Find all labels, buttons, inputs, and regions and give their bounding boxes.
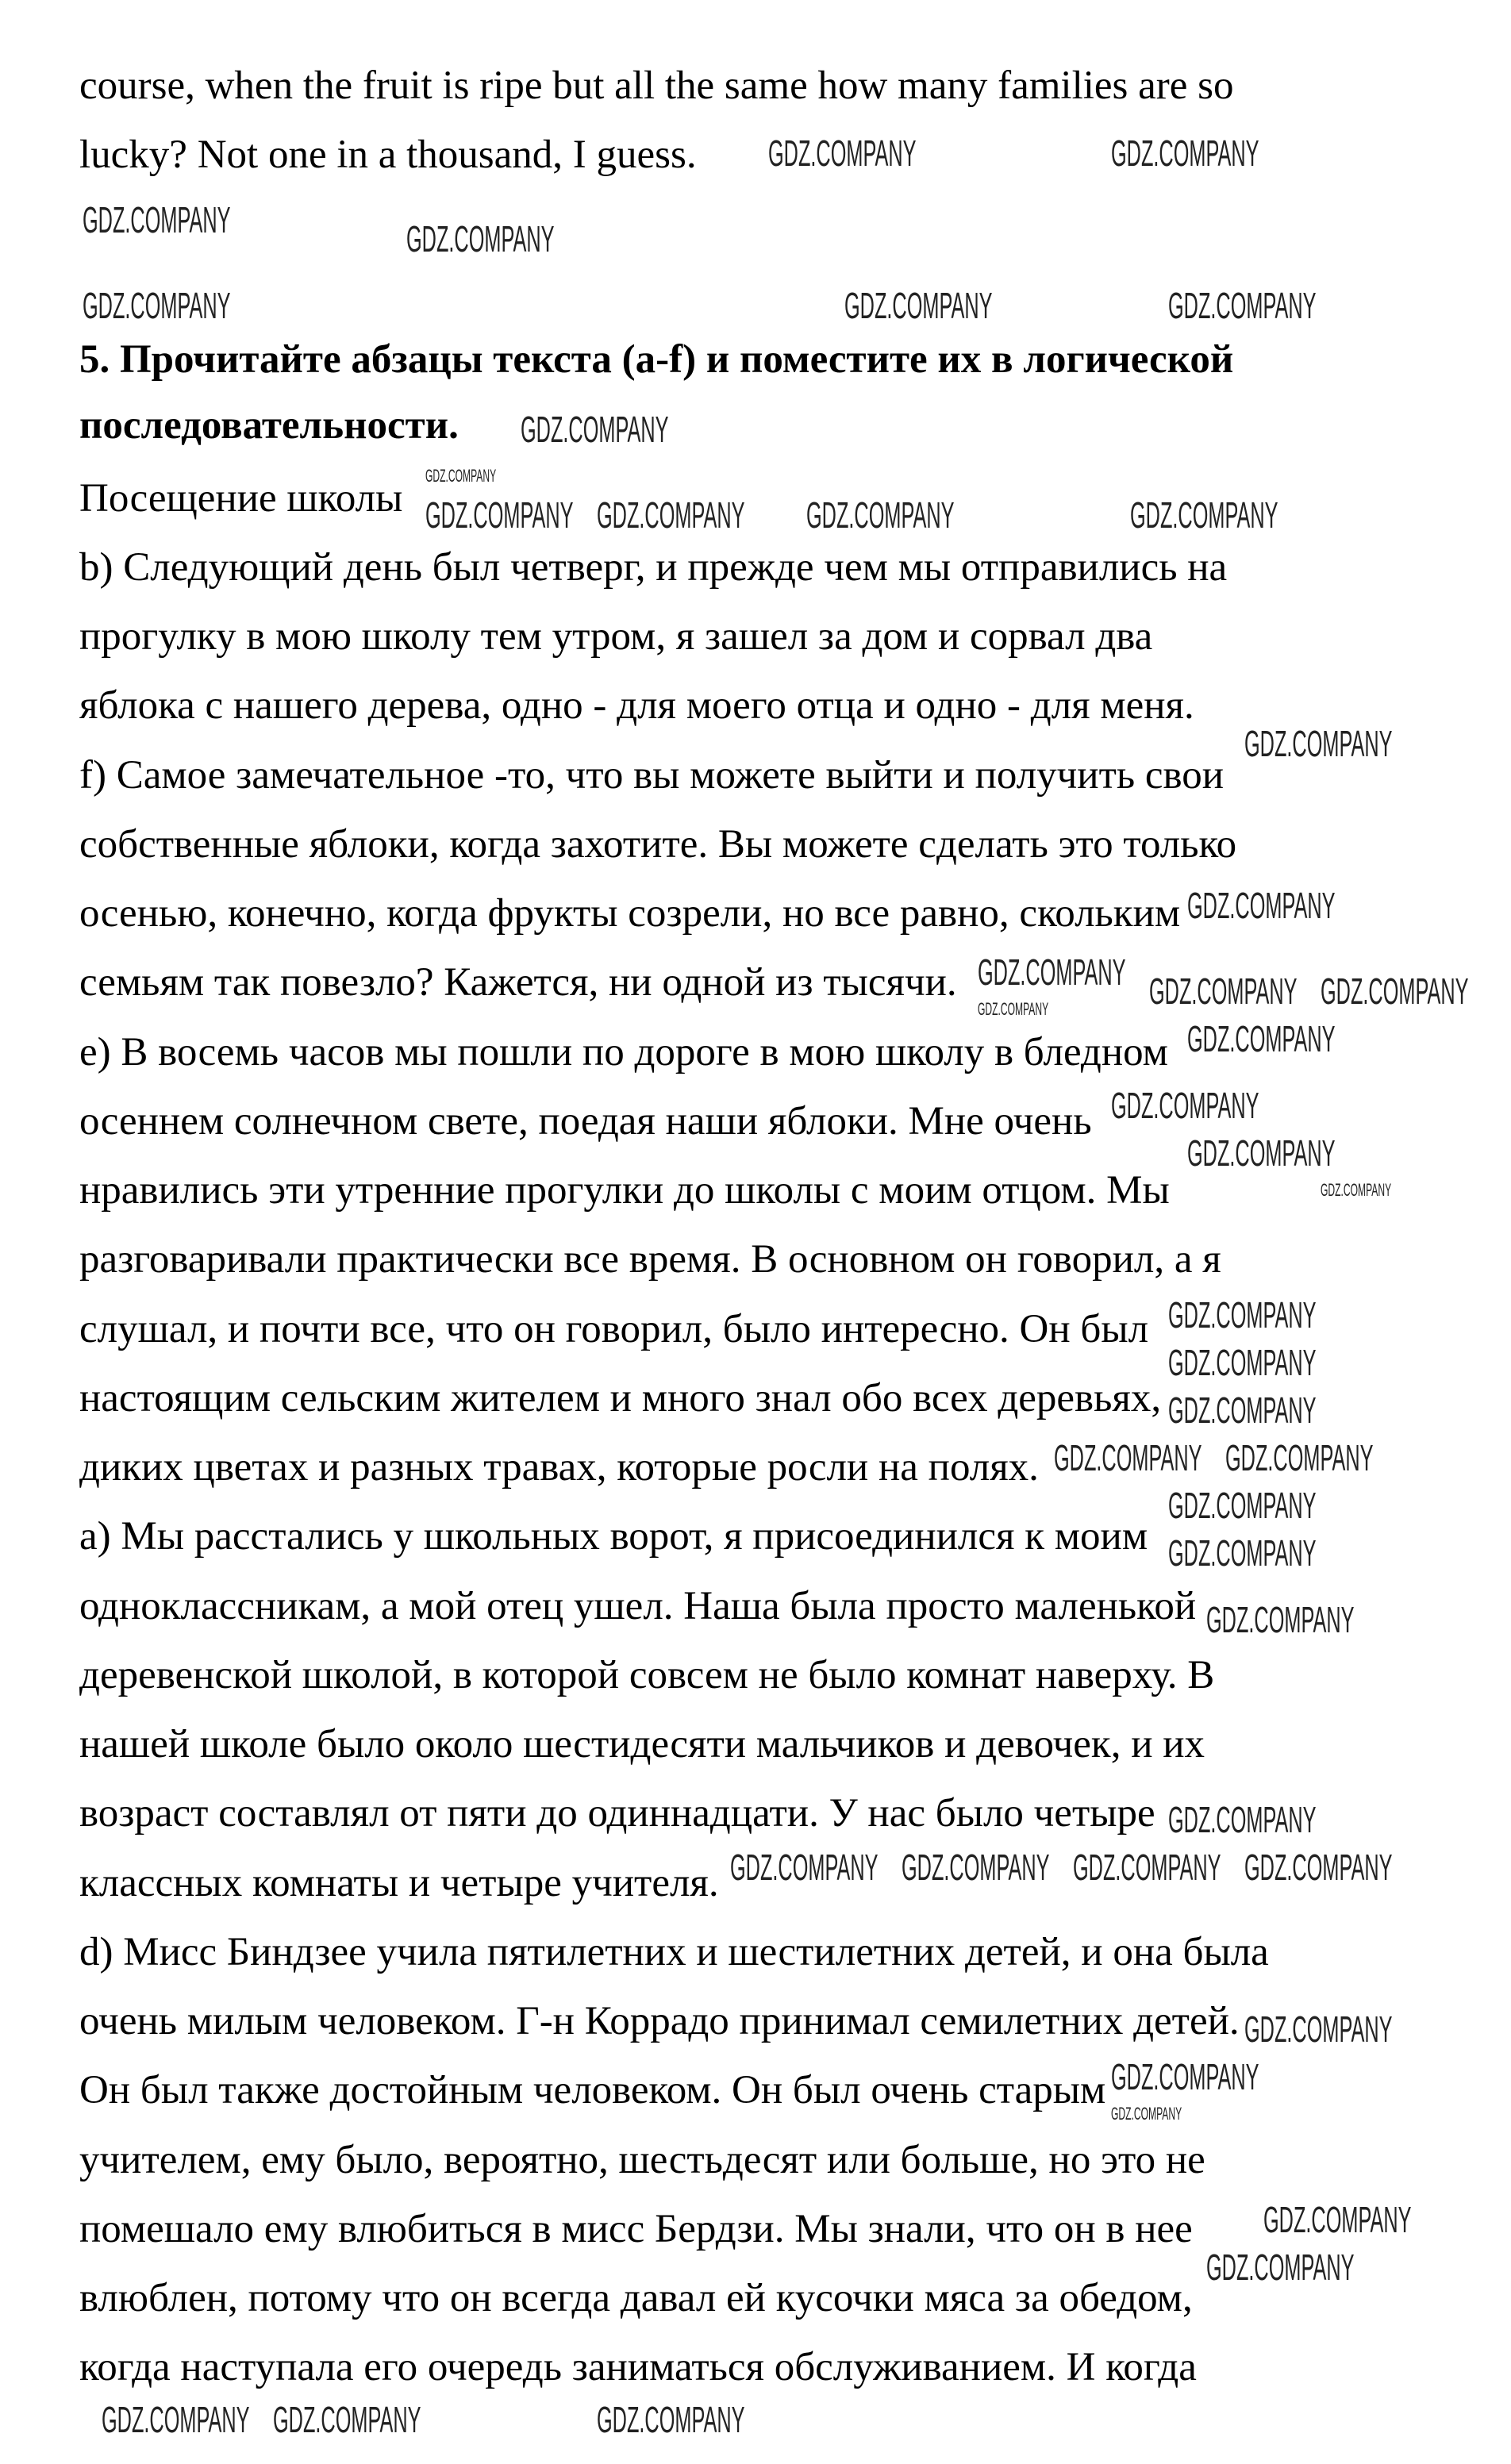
text-line: разговаривали практически все время. В основном он говорил, а я [79, 1237, 1221, 1282]
watermark: GDZ.COMPANY [1187, 885, 1336, 926]
text-line: деревенской школой, в которой совсем не было комнат наверху. В [79, 1653, 1215, 1697]
text-line: Он был также достойным человеком. Он был очень старым [79, 2068, 1106, 2112]
watermark: GDZ.COMPANY [1130, 494, 1278, 536]
text-line: когда наступала его очередь заниматься обслуживанием. И когда [79, 2345, 1197, 2389]
text-line: яблока с нашего дерева, одно - для моего отца и одно - для меня. [79, 683, 1194, 728]
text-line: одноклассникам, а мой отец ушел. Наша была просто маленькой [79, 1584, 1197, 1628]
text-line: e) В восемь часов мы пошли по дороге в мою школу в бледном [79, 1030, 1168, 1074]
watermark: GDZ.COMPANY [1073, 1847, 1221, 1888]
watermark: GDZ.COMPANY [83, 285, 231, 326]
text-line: собственные яблоки, когда захотите. Вы можете сделать это только [79, 822, 1237, 867]
watermark: GDZ.COMPANY [1244, 1847, 1393, 1888]
watermark: GDZ.COMPANY [1111, 2056, 1259, 2097]
text-line: нравились эти утренние прогулки до школы с моим отцом. Мы [79, 1168, 1170, 1213]
watermark: GDZ.COMPANY [1054, 1437, 1202, 1478]
watermark: GDZ.COMPANY [521, 409, 669, 450]
text-line: учителем, ему было, вероятно, шестьдесят или больше, но это не [79, 2138, 1205, 2182]
watermark: GDZ.COMPANY [902, 1847, 1050, 1888]
text-line: прогулку в мою школу тем утром, я зашел за дом и сорвал два [79, 614, 1153, 659]
exercise-heading-line: 5. Прочитайте абзацы текста (a-f) и поместите их в логической [79, 337, 1234, 382]
watermark: GDZ.COMPANY [1321, 1180, 1392, 1200]
watermark: GDZ.COMPANY [597, 494, 745, 536]
watermark: GDZ.COMPANY [1168, 285, 1317, 326]
watermark: GDZ.COMPANY [1244, 2008, 1393, 2050]
watermark: GDZ.COMPANY [1206, 1599, 1355, 1640]
watermark: GDZ.COMPANY [1225, 1437, 1374, 1478]
watermark: GDZ.COMPANY [102, 2399, 250, 2440]
watermark: GDZ.COMPANY [1168, 1532, 1317, 1574]
watermark: GDZ.COMPANY [1206, 2247, 1355, 2288]
text-line: помешало ему влюбиться в мисс Бердзи. Мы знали, что он в нее [79, 2207, 1193, 2251]
watermark: GDZ.COMPANY [730, 1847, 879, 1888]
watermark: GDZ.COMPANY [1168, 1485, 1317, 1526]
watermark: GDZ.COMPANY [273, 2399, 421, 2440]
watermark: GDZ.COMPANY [1168, 1799, 1317, 1840]
text-line: осенью, конечно, когда фрукты созрели, но все равно, скольким [79, 891, 1181, 936]
text-line: очень милым человеком. Г-н Коррадо принимал семилетних детей. [79, 1999, 1240, 2043]
exercise-heading-line: последовательности. [79, 403, 459, 448]
text-title: Посещение школы [79, 476, 403, 521]
watermark: GDZ.COMPANY [1244, 723, 1393, 764]
text-line: слушал, и почти все, что он говорил, было интересно. Он был [79, 1307, 1149, 1351]
watermark: GDZ.COMPANY [1321, 971, 1469, 1012]
text-line: d) Мисс Биндзее учила пятилетних и шестилетних детей, и она была [79, 1930, 1269, 1974]
text-line: b) Следующий день был четверг, и прежде чем мы отправились на [79, 545, 1228, 590]
watermark: GDZ.COMPANY [806, 494, 955, 536]
watermark: GDZ.COMPANY [425, 494, 574, 536]
watermark: GDZ.COMPANY [83, 199, 231, 240]
text-line: семьям так повезло? Кажется, ни одной из тысячи. [79, 960, 957, 1005]
watermark: GDZ.COMPANY [1168, 1342, 1317, 1383]
text-line: влюблен, потому что он всегда давал ей кусочки мяса за обедом, [79, 2276, 1193, 2320]
text-line: диких цветах и разных травах, которые росли на полях. [79, 1445, 1039, 1490]
watermark: GDZ.COMPANY [406, 218, 555, 259]
text-line: f) Самое замечательное -то, что вы можете выйти и получить свои [79, 753, 1225, 798]
watermark: GDZ.COMPANY [1168, 1294, 1317, 1336]
watermark: GDZ.COMPANY [978, 951, 1126, 993]
watermark: GDZ.COMPANY [1111, 2104, 1182, 2124]
watermark: GDZ.COMPANY [1187, 1132, 1336, 1174]
watermark: GDZ.COMPANY [768, 133, 917, 174]
watermark: GDZ.COMPANY [1187, 1018, 1336, 1059]
text-line: возраст составлял от пяти до одиннадцати. У нас было четыре [79, 1791, 1155, 1836]
text-line: осеннем солнечном свете, поедая наши яблоки. Мне очень [79, 1099, 1092, 1144]
watermark: GDZ.COMPANY [1168, 1390, 1317, 1431]
watermark: GDZ.COMPANY [597, 2399, 745, 2440]
text-line: a) Мы расстались у школьных ворот, я присоединился к моим [79, 1514, 1148, 1559]
text-line: lucky? Not one in a thousand, I guess. [79, 133, 697, 177]
watermark: GDZ.COMPANY [1263, 2199, 1412, 2240]
text-line: нашей школе было около шестидесяти мальчиков и девочек, и их [79, 1722, 1205, 1766]
text-line: course, when the fruit is ripe but all the same how many families are so [79, 63, 1234, 108]
watermark: GDZ.COMPANY [1111, 133, 1259, 174]
watermark: GDZ.COMPANY [1149, 971, 1298, 1012]
text-line: классных комнаты и четыре учителя. [79, 1861, 719, 1905]
watermark: GDZ.COMPANY [425, 466, 497, 486]
text-line: настоящим сельским жителем и много знал обо всех деревьях, [79, 1376, 1162, 1420]
watermark: GDZ.COMPANY [1111, 1085, 1259, 1126]
watermark: GDZ.COMPANY [844, 285, 993, 326]
watermark: GDZ.COMPANY [978, 999, 1049, 1019]
